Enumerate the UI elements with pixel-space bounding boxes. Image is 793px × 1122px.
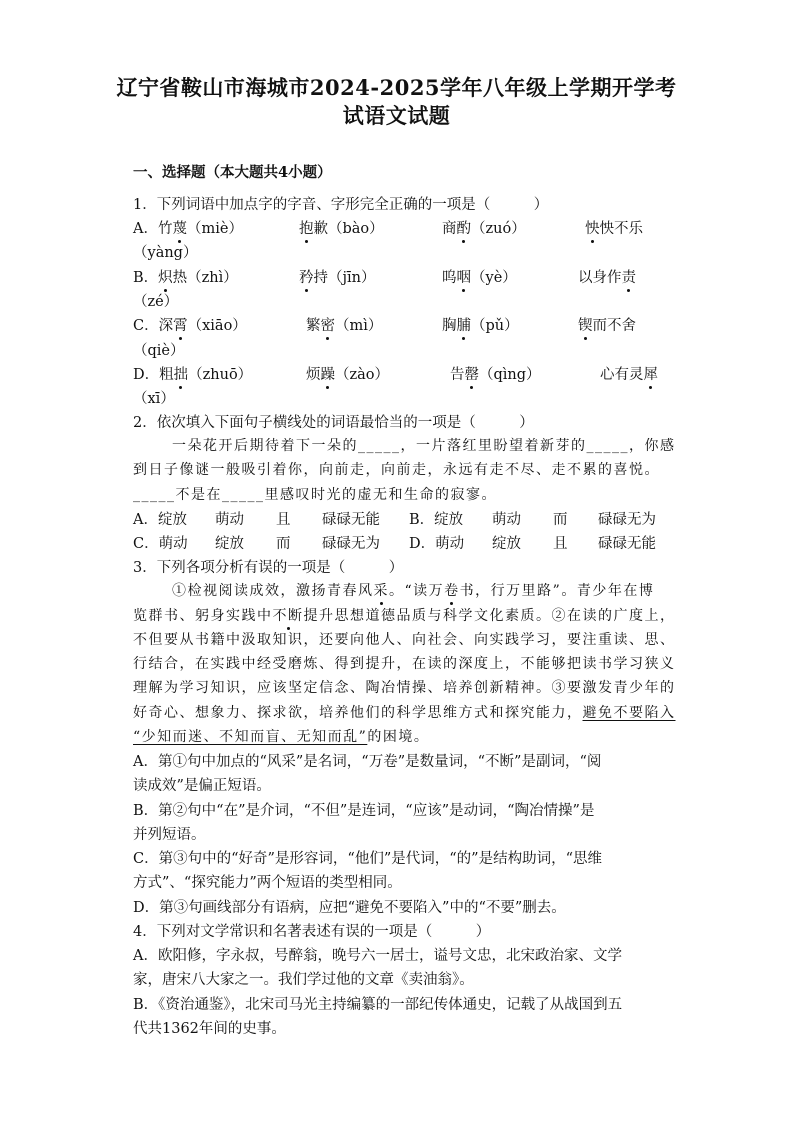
q2-option-c-w3: 而	[276, 536, 291, 552]
q2-option-a-w3: 且	[276, 512, 291, 528]
q1-option-a-item3: 商酌（zuó）	[442, 217, 526, 238]
q3-underlined-phrase-2: “少知而迷、不知而盲、无知而乱”	[133, 729, 368, 745]
section-heading: 一、选择题（本大题共4小题）	[133, 164, 332, 181]
q4-option-b-line1: B．《资治通鉴》，北宋司马光主持编纂的一部纪传体通史，记载了从战国到五	[133, 997, 623, 1013]
q1-option-c-item2: 繁密（mì）	[306, 314, 382, 335]
q1-option-c-item3: 胸脯（pǔ）	[442, 314, 519, 335]
q3-option-a-line2: 读成效”是偏正短语。	[133, 778, 271, 794]
q1-option-b-item1: B．炽热（zhì）	[133, 266, 238, 287]
q3-passage-line2: 览群书、躬身实践中不断提升思想道德品质与科学文化素质。②在读的广度上，	[133, 605, 676, 625]
q3-underlined-phrase-1: 避免不要陷入	[582, 705, 676, 721]
q1-option-c-item1: C．深霄（xiāo）	[133, 314, 247, 335]
q1-option-d-item1: D．粗拙（zhuō）	[133, 363, 252, 384]
q3-option-c-line2: 方式”、“探究能力”两个短语的类型相同。	[133, 875, 402, 891]
q3-option-b-line1: B．第②句中“在”是介词，“不但”是连词，“应该”是动词，“陶冶情操”是	[133, 803, 595, 819]
q1-option-a-item2: 抱歉（bào）	[299, 217, 384, 238]
q1-option-c-wrap: （qiè）	[133, 343, 185, 359]
q2-option-d-w3: 且	[553, 536, 568, 552]
q3-option-b-line2: 并列短语。	[133, 827, 206, 843]
q4-option-a-line2: 家，唐宋八大家之一。我们学过他的文章《卖油翁》。	[133, 972, 474, 988]
q2-option-b-w1: B．绽放	[409, 512, 464, 528]
q2-option-d-w1: D．萌动	[409, 536, 465, 552]
q2-passage-line1: 一朵花开后期待着下一朵的_____，一片落红里盼望着新芽的_____，你感	[172, 438, 676, 454]
q2-option-b-w2: 萌动	[492, 512, 521, 528]
q1-stem: 1．下列词语中加点字的字音、字形完全正确的一项是（ ）	[133, 197, 549, 213]
q2-option-a-w4: 碌碌无能	[322, 512, 380, 528]
q2-option-c-w2: 绽放	[215, 536, 244, 552]
q3-passage-line1: ①检视阅读成效，激扬青春风采。“读万卷书，行万里路”。青少年在博	[172, 580, 654, 600]
q4-option-b-line2: 代共1362年间的史事。	[133, 1021, 286, 1037]
q1-option-d-item4: 心有灵犀	[600, 363, 658, 384]
q1-option-b-wrap: （zé）	[133, 294, 179, 310]
q2-option-c-w1: C．萌动	[133, 536, 188, 552]
q4-option-a-line1: A．欧阳修，字永叔，号醉翁，晚号六一居士，谥号文忠，北宋政治家、文学	[133, 948, 622, 964]
q2-option-b-w3: 而	[553, 512, 568, 528]
document-title-line2: 试语文试题	[342, 103, 451, 128]
q2-option-d-w4: 碌碌无能	[598, 536, 656, 552]
q4-stem: 4．下列对文学常识和名著表述有误的一项是（ ）	[133, 924, 491, 940]
q3-passage-line4: 行结合，在实践中经受磨炼、得到提升，在读的深度上，不能够把读书学习狭义	[133, 656, 676, 672]
q3-passage-line7: “少知而迷、不知而盲、无知而乱”的困境。	[133, 729, 430, 745]
q3-option-c-line1: C．第③句中的“好奇”是形容词，“他们”是代词，“的”是结构助词，“思维	[133, 851, 602, 867]
q1-option-a-wrap: （yàng）	[133, 245, 198, 261]
q3-passage-line6: 好奇心、想象力、探求欲，培养他们的科学思维方式和探究能力，避免不要陷入	[133, 705, 676, 721]
q2-passage-line3: _____不是在_____里感叹时光的虚无和生命的寂寥。	[133, 487, 497, 503]
q1-option-a-item4: 怏怏不乐	[585, 217, 643, 238]
q2-option-c-w4: 碌碌无为	[322, 536, 380, 552]
q2-option-d-w2: 绽放	[492, 536, 521, 552]
q2-option-a-w2: 萌动	[215, 512, 244, 528]
q1-option-b-item2: 矜持（jīn）	[299, 266, 375, 287]
q2-stem: 2．依次填入下面句子横线处的词语最恰当的一项是（ ）	[133, 415, 534, 431]
q3-stem: 3．下列各项分析有误的一项是（ ）	[133, 560, 404, 576]
q1-option-b-item4: 以身作责	[578, 266, 636, 287]
q2-option-a-w1: A．绽放	[133, 512, 187, 528]
q1-option-d-item2: 烦躁（zào）	[306, 363, 389, 384]
q1-option-c-item4: 锲而不舍	[578, 314, 636, 335]
q1-option-a-item1: A．竹蔑（miè）	[133, 217, 243, 238]
q3-option-a-line1: A．第①句中加点的“风采”是名词，“万卷”是数量词，“不断”是副词，“阅	[133, 754, 602, 770]
q2-passage-line2: 到日子像谜一般吸引着你，向前走，向前走，永远有走不尽、走不累的喜悦。	[133, 462, 660, 478]
q3-option-d-line1: D．第③句画线部分有语病，应把“避免不要陷入”中的“不要”删去。	[133, 900, 566, 916]
q2-option-b-w4: 碌碌无为	[598, 512, 656, 528]
q3-passage-line3: 不但要从书籍中汲取知识，还要向他人、向社会、向实践学习，要注重读、思、	[133, 632, 676, 648]
q1-option-d-item3: 告罄（qìng）	[450, 363, 541, 384]
q1-option-d-wrap: （xī）	[133, 391, 175, 407]
document-title-line1: 辽宁省鞍山市海城市2024-2025学年八年级上学期开学考	[116, 75, 677, 100]
q1-option-b-item3: 呜咽（yè）	[442, 266, 517, 287]
q3-passage-line5: 理解为学习知识，应该坚定信念、陶冶情操、培养创新精神。③要激发青少年的	[133, 680, 676, 696]
